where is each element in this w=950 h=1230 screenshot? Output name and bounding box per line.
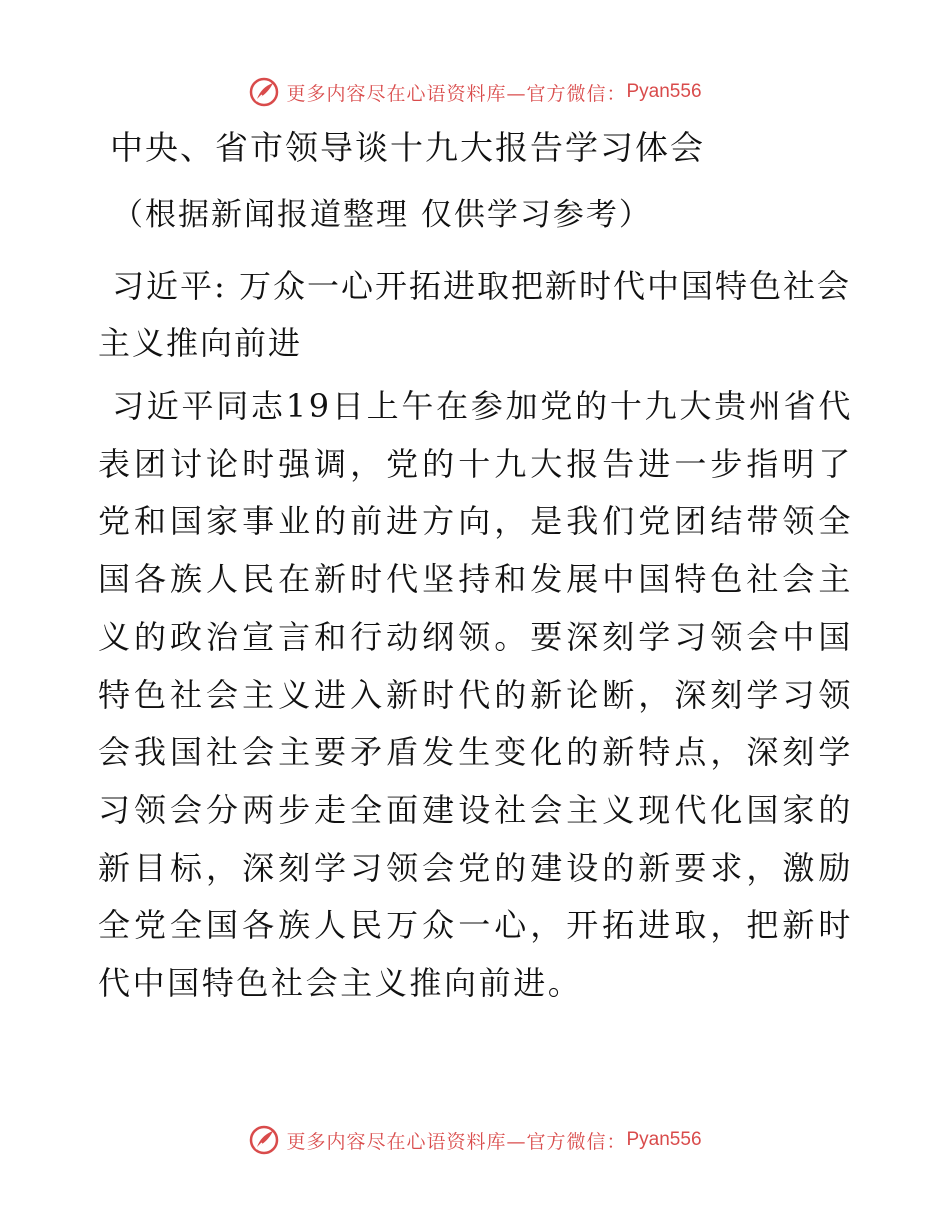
feather-pen-logo-icon	[248, 1124, 280, 1156]
article-paragraph: 习近平同志19日上午在参加党的十九大贵州省代表团讨论时强调，党的十九大报告进一步指明了党和国家事业的前进方向，是我们党团结带领全国各族人民在新时代坚持和发展中国特色社会主义的政治宣言和行动纲领。要深刻学习领会中国特色社会主义进入新时代的新论断，深刻学习领会我国社会主要矛盾发生变化的新特点，深刻学习领会分两步走全面建设社会主义现代化国家的新目标，深刻学习领会党的建设的新要求，激励全党全国各族人民万众一心，开拓进取，把新时代中国特色社会主义推向前进。	[98, 387, 853, 1003]
watermark-wechat-id: Pyan556	[626, 81, 702, 102]
document-title: 中央、省市领导谈十九大报告学习体会	[110, 128, 705, 167]
article-heading: 习近平: 万众一心开拓进取把新时代中国特色社会主义推向前进	[98, 267, 851, 362]
document-body	[98, 122, 853, 1013]
feather-pen-logo-icon	[248, 76, 280, 108]
document-subtitle: （根据新闻报道整理 仅供学习参考）	[112, 197, 652, 233]
watermark-text: 更多内容尽在心语资料库—官方微信：	[286, 1130, 627, 1153]
watermark-text: 更多内容尽在心语资料库—官方微信：	[286, 82, 627, 105]
header-watermark	[0, 72, 950, 112]
watermark-wechat-id: Pyan556	[626, 1129, 702, 1150]
footer-watermark	[0, 1120, 950, 1160]
